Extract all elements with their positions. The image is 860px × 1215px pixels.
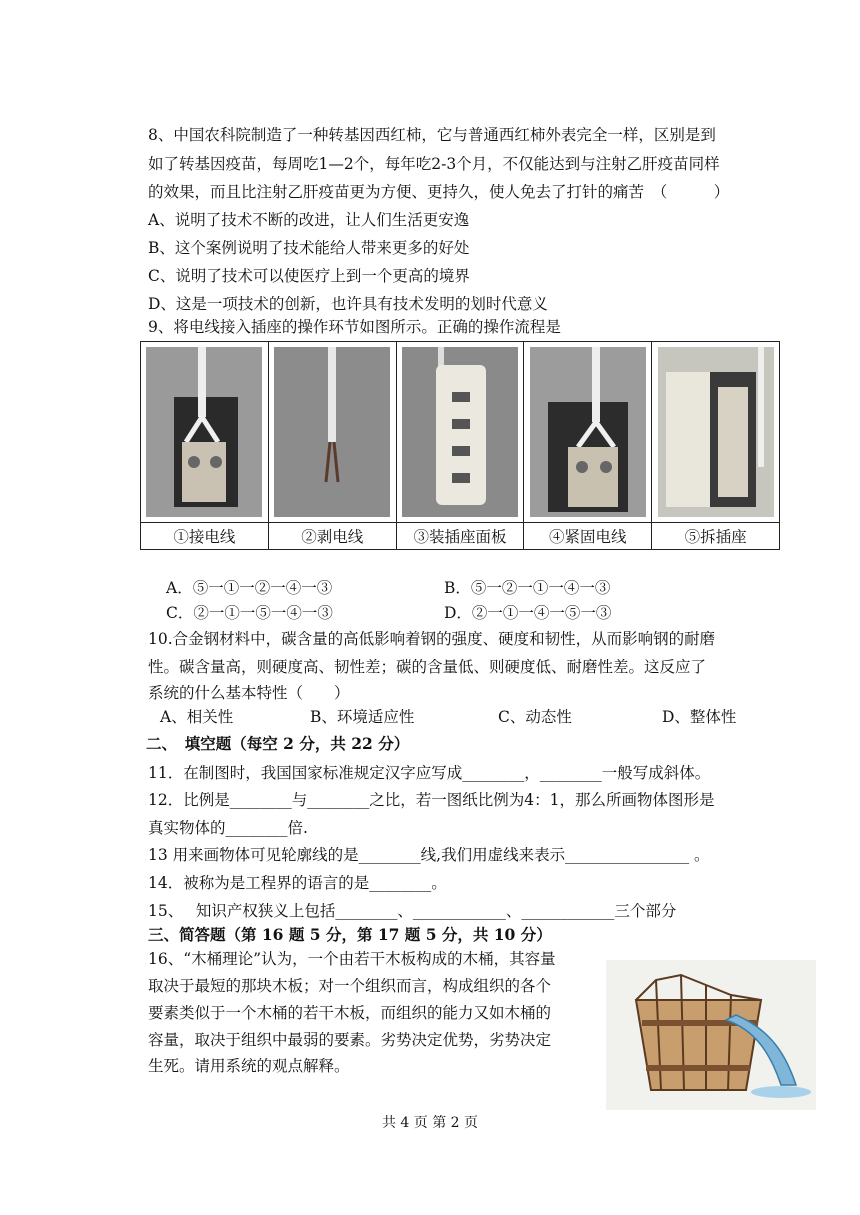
q16-line-4: 容量，取决于组织中最弱的要素。劣势决定优势，劣势决定 xyxy=(148,1031,552,1049)
q16-line-1: 16、“木桶理论”认为，一个由若干木板构成的木桶，其容量 xyxy=(148,950,556,968)
caption-strip-wire: ②剥电线 xyxy=(268,523,396,550)
photo-strip-wire xyxy=(274,347,390,517)
q8-option-b: B、这个案例说明了技术能给人带来更多的好处 xyxy=(148,239,470,257)
q16-line-2: 取决于最短的那块木板；对一个组织而言，构成组织的各个 xyxy=(148,977,552,995)
caption-connect-wire: ①接电线 xyxy=(141,523,269,550)
q8-option-a: A、说明了技术不断的改进，让人们生活更安逸 xyxy=(148,211,470,229)
q9-stem: 9、将电线接入插座的操作环节如图所示。正确的操作流程是 xyxy=(148,318,561,336)
caption-fasten-wire: ④紧固电线 xyxy=(524,523,652,550)
photo-remove-socket xyxy=(658,347,774,517)
q9-option-b: B．⑤一②一①一④一③ xyxy=(444,579,611,597)
q11-line: 11．在制图时，我国国家标准规定汉字应写成________，________一般写成斜体。 xyxy=(148,764,711,782)
photo-cell-connect xyxy=(141,342,269,523)
q8-option-c: C、说明了技术可以使医疗上到一个更高的境界 xyxy=(148,267,470,285)
photo-install-panel xyxy=(402,347,518,517)
photo-fasten-wire xyxy=(530,347,646,517)
photo-cell-remove xyxy=(652,342,780,523)
q16-line-3: 要素类似于一个木桶的若干木板，而组织的能力又如木桶的 xyxy=(148,1004,552,1022)
q8-option-d: D、这是一项技术的创新，也许具有技术发明的划时代意义 xyxy=(148,295,548,313)
q10-option-b: B、环境适应性 xyxy=(310,708,415,726)
q8-line-2: 如了转基因疫苗，每周吃1—2个，每年吃2-3个月，不仅能达到与注射乙肝疫苗同样 xyxy=(148,155,720,173)
q8-line-3: 的效果，而且比注射乙肝疫苗更为方便、更持久，使人免去了打针的痛苦 （ ） xyxy=(148,183,730,201)
photo-connect-wire xyxy=(146,347,262,517)
section3-title: 三、简答题（第 16 题 5 分，第 17 题 5 分，共 10 分） xyxy=(148,925,552,944)
q10-option-d: D、整体性 xyxy=(662,708,737,726)
q10-line-1: 10.合金钢材料中，碳含量的高低影响着钢的强度、硬度和韧性，从而影响钢的耐磨 xyxy=(148,630,716,648)
photo-cell-panel xyxy=(396,342,524,523)
q15-line: 15、 知识产权狭义上包括________、____________、____________三个部分 xyxy=(148,902,677,920)
q10-option-a: A、相关性 xyxy=(160,708,234,726)
q10-line-3: 系统的什么基本特性（ ） xyxy=(148,684,350,702)
q9-photo-table xyxy=(140,341,780,550)
q8-line-1: 8、中国农科院制造了一种转基因西红柿，它与普通西红柿外表完全一样，区别是到 xyxy=(148,126,716,144)
q9-option-c: C．②一①一⑤一④一③ xyxy=(166,604,333,622)
q10-option-c: C、动态性 xyxy=(498,708,572,726)
q14-line: 14．被称为是工程界的语言的是________。 xyxy=(148,874,447,892)
q9-option-a: A．⑤一①一②一④一③ xyxy=(166,579,333,597)
q13-line: 13 用来画物体可见轮廓线的是________线,我们用虚线来表示________________ 。 xyxy=(148,846,710,864)
q16-line-5: 生死。请用系统的观点解释。 xyxy=(148,1057,350,1075)
q10-line-2: 性。碳含量高，则硬度高、韧性差；碳的含量低、则硬度低、耐磨性差。这反应了 xyxy=(148,658,707,676)
photo-cell-fasten xyxy=(524,342,652,523)
photo-cell-strip xyxy=(268,342,396,523)
q12-line-2: 真实物体的________倍. xyxy=(148,819,308,837)
wooden-bucket-illustration xyxy=(606,960,816,1110)
caption-remove-socket: ⑤拆插座 xyxy=(652,523,780,550)
page-footer: 共 4 页 第 2 页 xyxy=(381,1115,479,1131)
q12-line-1: 12．比例是________与________之比，若一图纸比例为4：1，那么所画物体图形是 xyxy=(148,791,715,809)
caption-install-panel: ③装插座面板 xyxy=(396,523,524,550)
q9-option-d: D．②一①一④一⑤一③ xyxy=(444,604,612,622)
section2-title: 二、 填空题（每空 2 分，共 22 分） xyxy=(146,734,410,753)
